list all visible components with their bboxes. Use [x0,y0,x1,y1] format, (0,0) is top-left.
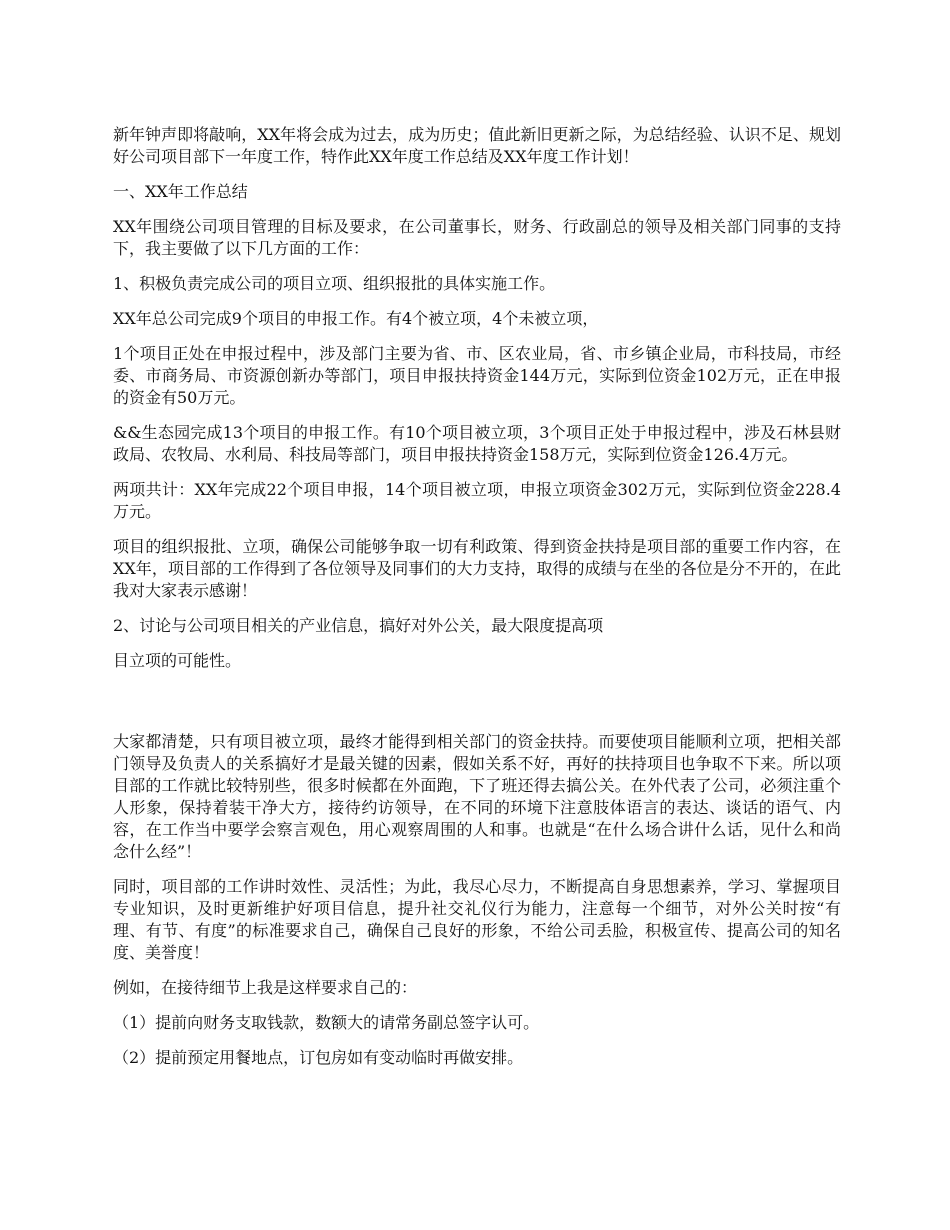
item-2-heading: 2、讨论与公司项目相关的产业信息，搞好对外公关，最大限度提高项 [113,616,604,635]
reception-example-intro: 例如，在接待细节上我是这样要求自己的： [113,978,418,997]
pending-project-paragraph: 1个项目正处在申报过程中，涉及部门主要为省、市、区农业局，省、市乡镇企业局，市科技局，市经委、市商务局、市资源创新办等部门，项目申报扶持资金144万元，实际到位资金102万元，正在申报的资金有50万元。 [113,344,841,407]
reception-step-2: （2）提前预定用餐地点，订包房如有变动临时再做安排。 [113,1048,524,1067]
document-page [113,124,841,1082]
summary-overview-paragraph: XX年围绕公司项目管理的目标及要求，在公司董事长，财务、行政副总的领导及相关部门同事的支持下，我主要做了以下几方面的工作： [113,217,841,258]
thanks-paragraph: 项目的组织报批、立项，确保公司能够争取一切有利政策、得到资金扶持是项目部的重要工作内容，在XX年，项目部的工作得到了各位领导及同事们的大力支持，取得的成绩与在坐的各位是分不开的，在此我对大家表示感谢！ [113,537,841,600]
item-2-heading-continued: 目立项的可能性。 [113,651,242,670]
page-spacer [113,685,841,731]
reception-step-1: （1）提前向财务支取钱款，数额大的请常务副总签字认可。 [113,1013,540,1032]
section-heading-summary: 一、XX年工作总结 [113,182,248,201]
head-office-projects-paragraph: XX年总公司完成9个项目的申报工作。有4个被立项，4个未被立项， [113,309,599,328]
efficiency-paragraph: 同时，项目部的工作讲时效性、灵活性；为此，我尽心尽力，不断提高自身思想素养，学习、掌握项目专业知识，及时更新维护好项目信息，提升社交礼仪行为能力，注意每一个细节，对外公关时按“有理、有节、有度”的标准要求自己，确保自己良好的形象，不给公司丢脸，积极宣传、提高公司的知名度、美誉度！ [113,877,841,962]
item-1-heading: 1、积极负责完成公司的项目立项、组织报批的具体实施工作。 [113,274,556,293]
public-relations-paragraph: 大家都清楚，只有项目被立项，最终才能得到相关部门的资金扶持。而要使项目能顺利立项，把相关部门领导及负责人的关系搞好才是最关键的因素，假如关系不好，再好的扶持项目也争取不下来。所以项目部的工作就比较特别些，很多时候都在外面跑，下了班还得去搞公关。在外代表了公司，必须注重个人形象，保持着装干净大方，接待约访领导，在不同的环境下注意肢体语言的表达、谈话的语气、内容，在工作当中要学会察言观色，用心观察周围的人和事。也就是“在什么场合讲什么话，见什么和尚念什么经”！ [113,732,841,861]
totals-paragraph: 两项共计：XX年完成22个项目申报，14个项目被立项，申报立项资金302万元，实际到位资金228.4万元。 [113,480,841,521]
eco-park-projects-paragraph: &&生态园完成13个项目的申报工作。有10个项目被立项，3个项目正处于申报过程中，涉及石林县财政局、农牧局、水利局、科技局等部门，项目申报扶持资金158万元，实际到位资金126.4万元。 [113,423,841,464]
intro-paragraph: 新年钟声即将敲响，XX年将会成为过去，成为历史；值此新旧更新之际，为总结经验、认识不足、规划好公司项目部下一年度工作，特作此XX年度工作总结及XX年度工作计划！ [113,125,841,166]
